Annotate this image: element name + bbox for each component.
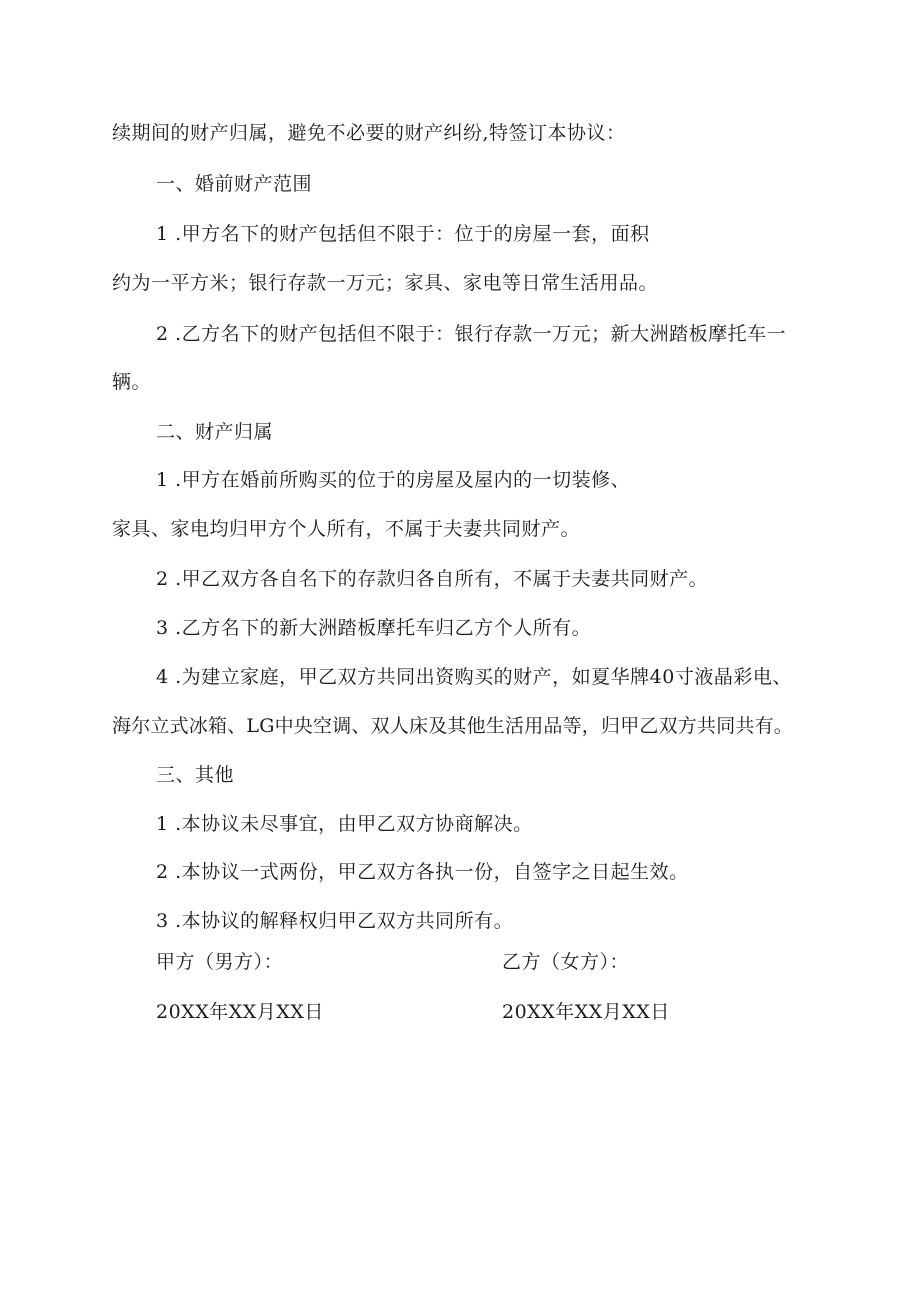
section-heading-1: 一、婚前财产范围 — [156, 173, 313, 195]
intro-text: 续期间的财产归属，避免不必要的财产纠纷,特签订本协议： — [112, 122, 626, 144]
section-1-item-1-line-2: 约为一平方米；银行存款一万元；家具、家电等日常生活用品。 — [112, 272, 659, 294]
party-b-label: 乙方（女方）： — [502, 951, 630, 973]
section-2-item-1-line-1: 1 .甲方在婚前所购买的位于的房屋及屋内的一切装修、 — [156, 469, 631, 491]
section-heading-3: 三、其他 — [156, 764, 235, 786]
section-1-item-2-line-1: 2 .乙方名下的财产包括但不限于：银行存款一万元；新大洲踏板摩托车一 — [156, 323, 787, 345]
section-2-item-4-line-2: 海尔立式冰箱、LG中央空调、双人床及其他生活用品等，归甲乙双方共同共有。 — [112, 715, 793, 737]
section-3-item-1: 1 .本协议未尽事宜，由甲乙双方协商解决。 — [156, 813, 533, 835]
section-1-item-2-line-2: 辆。 — [112, 371, 152, 393]
section-2-item-1-line-2: 家具、家电均归甲方个人所有，不属于夫妻共同财产。 — [112, 518, 581, 540]
section-2-item-4-line-1: 4 .为建立家庭，甲乙双方共同出资购买的财产，如夏华牌40寸液晶彩电、 — [156, 666, 792, 688]
party-a-label: 甲方（男方）： — [156, 951, 284, 973]
section-1-item-1-line-1: 1 .甲方名下的财产包括但不限于：位于的房屋一套，面积 — [156, 223, 650, 245]
section-heading-2: 二、财产归属 — [156, 421, 274, 443]
party-a-date: 20XX年XX月XX日 — [156, 1001, 324, 1023]
section-3-item-3: 3 .本协议的解释权归甲乙双方共同所有。 — [156, 910, 514, 932]
section-2-item-3: 3 .乙方名下的新大洲踏板摩托车归乙方个人所有。 — [156, 617, 592, 639]
section-2-item-2: 2 .甲乙双方各自名下的存款归各自所有，不属于夫妻共同财产。 — [156, 568, 709, 590]
party-b-date: 20XX年XX月XX日 — [502, 1001, 670, 1023]
section-3-item-2: 2 .本协议一式两份，甲乙双方各执一份，自签字之日起生效。 — [156, 861, 689, 883]
